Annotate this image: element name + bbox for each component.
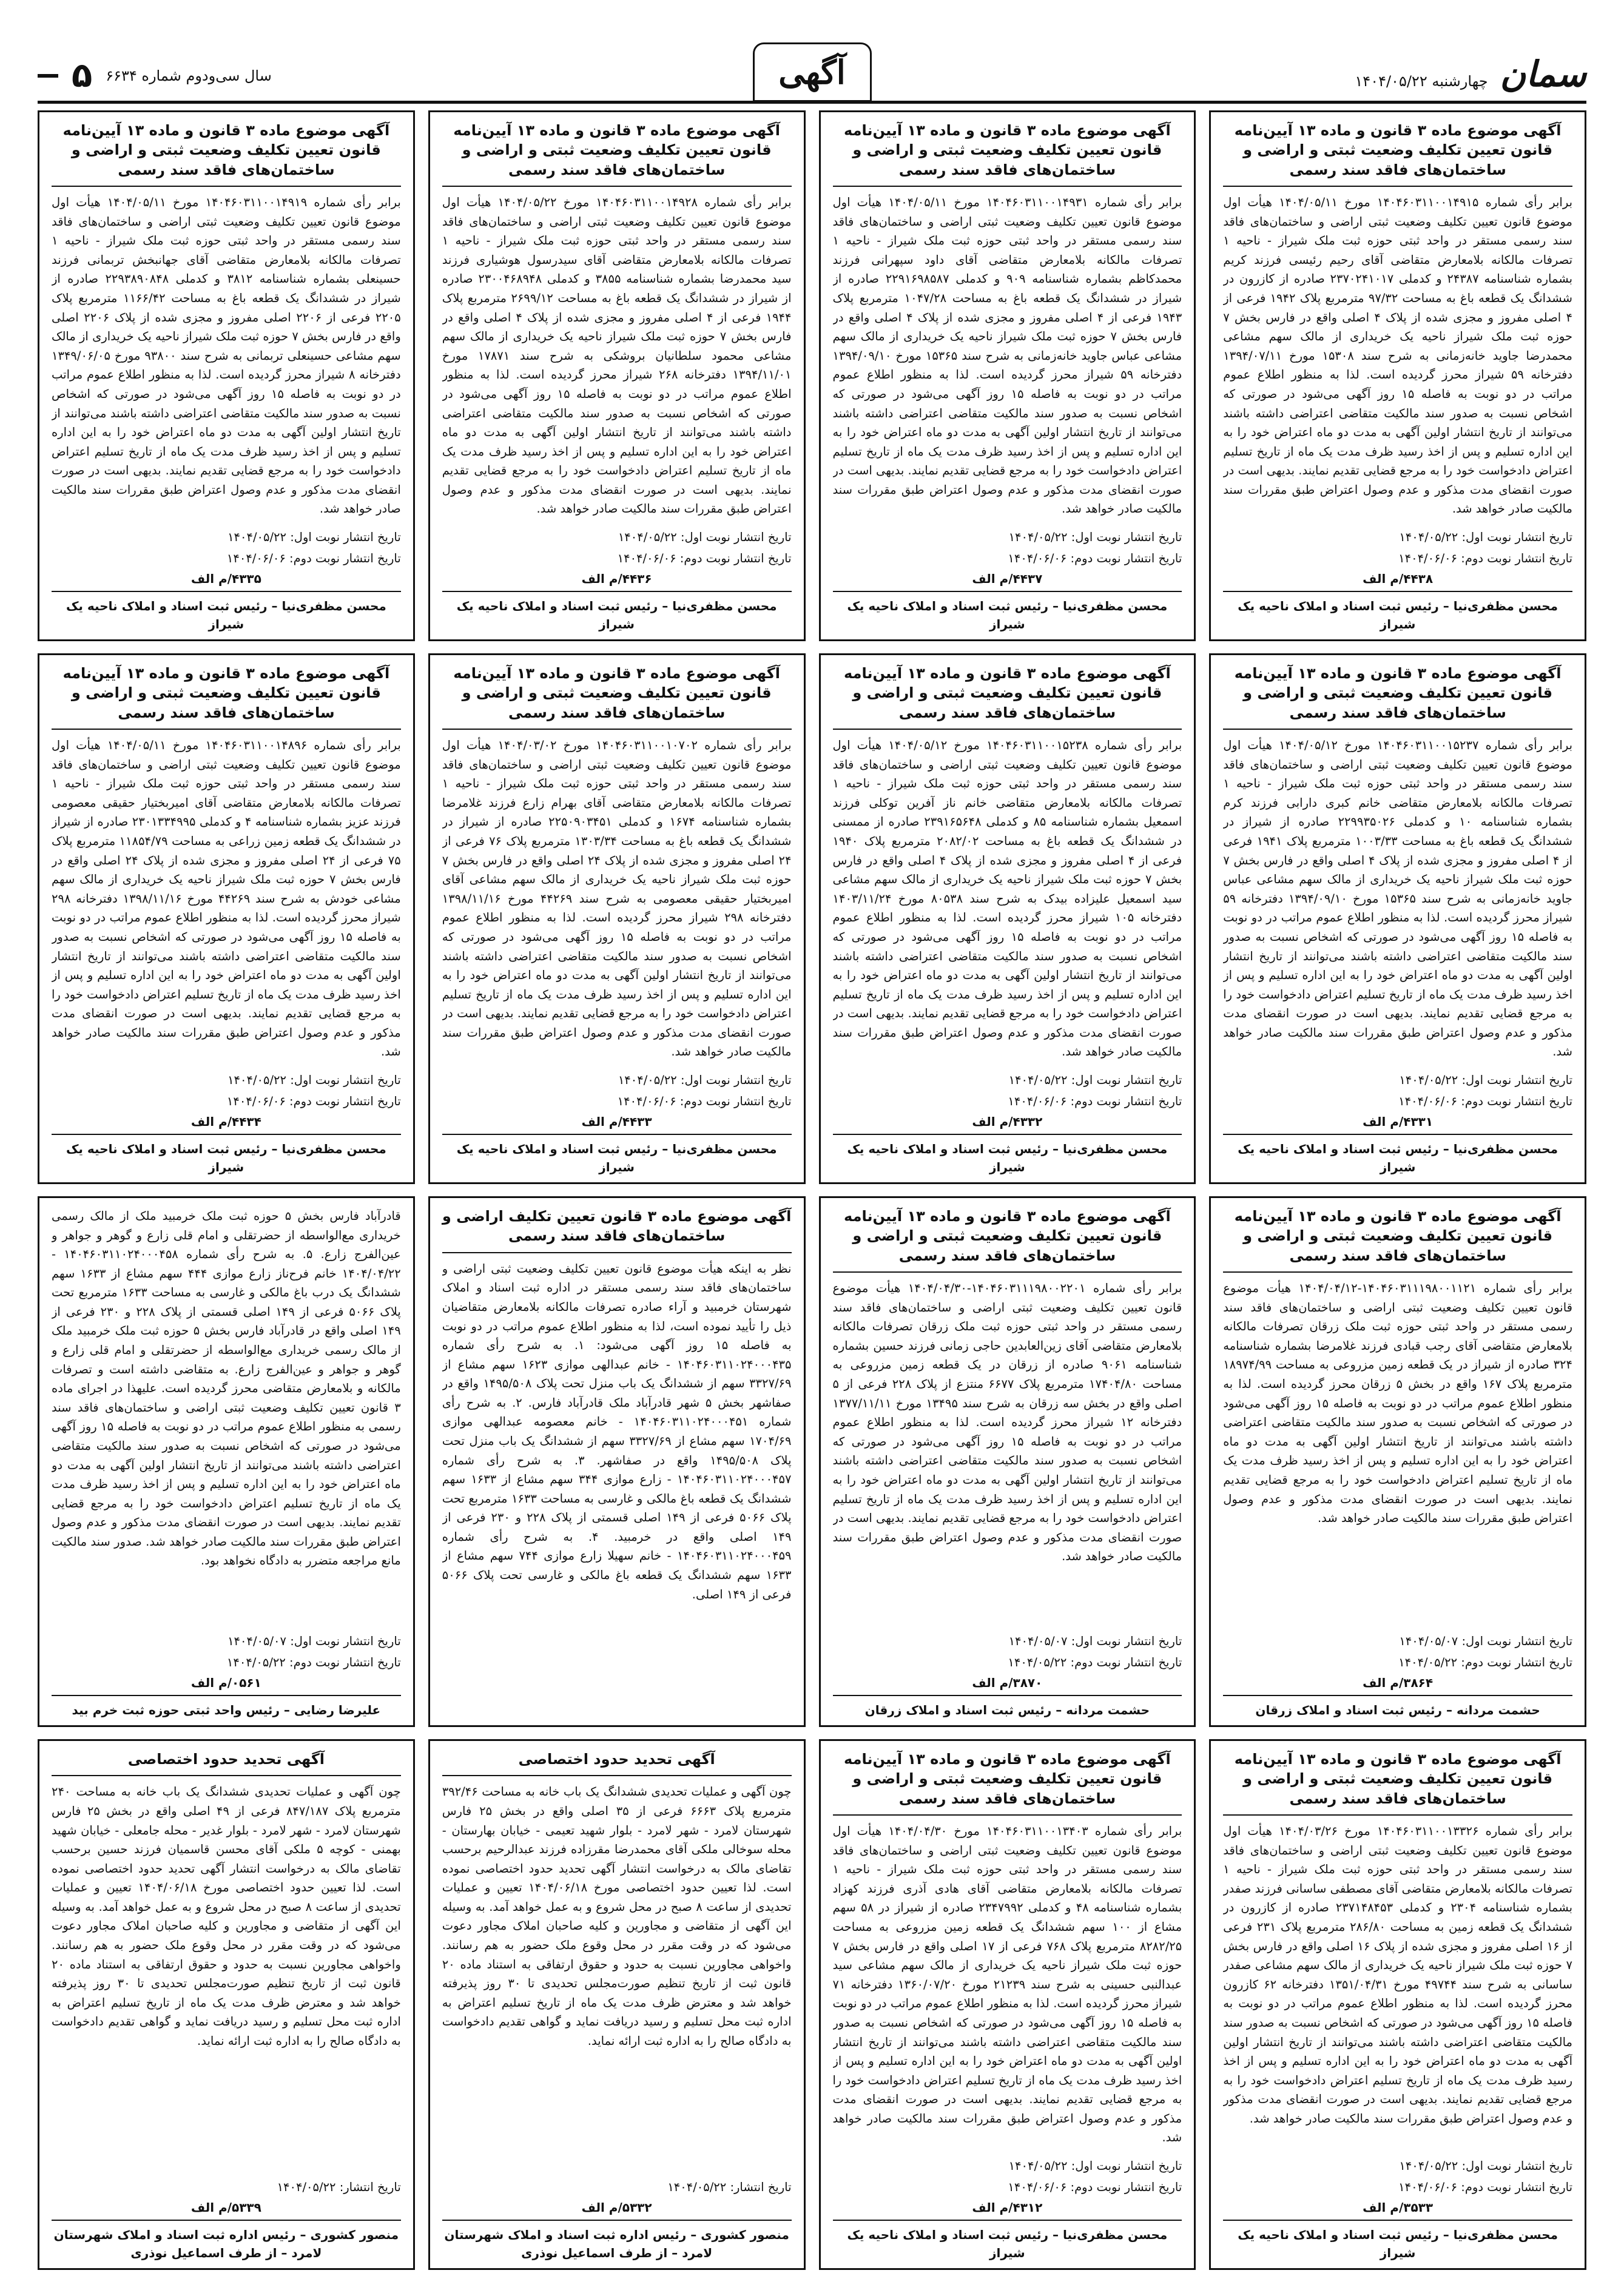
ad-reference-code: ۴۳۱۲/م الف [972, 2200, 1043, 2215]
masthead-right [1355, 53, 1586, 95]
ad-title: آگهی موضوع ماده ۳ قانون و ماده ۱۳ آیین‌نامه قانون تعیین تکلیف وضعیت ثبتی و اراضی و ساختمان‌های فاقد سند رسمی [1223, 1207, 1572, 1273]
ad-body: نظر به اینکه هیأت موضوع قانون تعیین تکلیف وضعیت ثبتی اراضی و ساختمان‌های فاقد سند رسمی مستقر در اداره ثبت اسناد و املاک شهرستان خرمبید و آراء صادره تصرفات مالکانه بلامعارض متقاضیان ذیل را تأیید نموده است، لذا به منظور اطلاع عموم مراتب در دو نوبت به فاصله ۱۵ روز آگهی می‌شود: ۱. به شرح رأی شماره ۱۴۰۴۶۰۳۱۱۰۲۴۰۰۰۴۳۵ - خانم عبدالهی موازی ۱۶۲۳ سهم مشاع از ۳۳۲۷/۶۹ سهم از ششدانگ یک باب منزل تحت پلاک ۱۴۹۵/۵۰۸ واقع در صفاشهر بخش ۵ شهر قادرآباد ملک قادرآباد فارس. ۲. به شرح رأی شماره ۱۴۰۴۶۰۳۱۱۰۲۴۰۰۰۴۵۱ - خانم معصومه عبدالهی موازی ۱۷۰۴/۶۹ سهم مشاع از ۳۳۲۷/۶۹ سهم از ششدانگ یک باب منزل تحت پلاک ۱۴۹۵/۵۰۸ واقع در صفاشهر. ۳. به شرح رأی شماره ۱۴۰۴۶۰۳۱۱۰۲۴۰۰۰۴۵۷ - زارع موازی ۳۴۴ سهم مشاع از ۱۶۳۳ سهم ششدانگ یک قطعه باغ مالکی و غارسی به مساحت ۱۶۳۳ مترمربع تحت پلاک ۵۰۶۶ فرعی از ۱۴۹ اصلی قسمتی از پلاک ۲۲۸ و ۲۳۰ فرعی از ۱۴۹ اصلی واقع در خرمبید. ۴. به شرح رأی شماره ۱۴۰۴۶۰۳۱۱۰۲۴۰۰۰۴۵۹ - خانم سهیلا زارع موازی ۷۴۴ سهم مشاع از ۱۶۳۳ سهم ششدانگ یک قطعه باغ مالکی و غارسی تحت پلاک ۵۰۶۶ فرعی از ۱۴۹ اصلی. [442, 1261, 792, 1601]
ad-reference-code: ۴۴۳۳/م الف [581, 1114, 652, 1129]
ad-reference-code: ۴۳۳۱/م الف [1363, 1114, 1434, 1129]
ad-publish-date-first: تاریخ انتشار: ۱۴۰۴/۰۵/۲۲ [277, 2180, 401, 2194]
ad-publish-date-second: تاریخ انتشار نوبت دوم: ۱۴۰۴/۰۶/۰۶ [1008, 1094, 1182, 1108]
ad-title: آگهی موضوع ماده ۳ قانون و ماده ۱۳ آیین‌نامه قانون تعیین تکلیف وضعیت ثبتی و اراضی و ساختمان‌های فاقد سند رسمی [833, 1749, 1182, 1816]
ad-title: آگهی موضوع ماده ۳ قانون و ماده ۱۳ آیین‌نامه قانون تعیین تکلیف وضعیت ثبتی و اراضی و ساختمان‌های فاقد سند رسمی [1223, 121, 1572, 187]
ad-signature: محسن مظفری‌نیا – رئیس ثبت اسناد و املاک ناحیه یک شیراز [1223, 591, 1572, 633]
ad-publish-date-second: تاریخ انتشار نوبت دوم: ۱۴۰۴/۰۶/۰۶ [1008, 2180, 1182, 2194]
ad-publish-date-second: تاریخ انتشار نوبت دوم: ۱۴۰۴/۰۵/۲۲ [226, 1655, 401, 1669]
ad-title: آگهی موضوع ماده ۳ قانون تعیین تکلیف اراضی و ساختمان‌های فاقد سند رسمی [442, 1207, 792, 1253]
ad-box [38, 110, 415, 641]
ad-publish-date-first: تاریخ انتشار نوبت اول: ۱۴۰۴/۰۵/۲۲ [1008, 1072, 1182, 1087]
ad-signature: محسن مظفری‌نیا – رئیس ثبت اسناد و املاک ناحیه یک شیراز [1223, 2220, 1572, 2262]
ad-reference-code: ۵۳۳۲/م الف [581, 2200, 652, 2215]
ad-body: قادرآباد فارس بخش ۵ حوزه ثبت ملک خرمبید ملک از مالک رسمی خریداری مع‌الواسطه از حضرتقلی و امام قلی زارع و گوهر و جواهر و عین‌الفرج زارع. ۵. به شرح رأی شماره ۱۴۰۴۶۰۳۱۱۰۲۴۰۰۰۴۵۸ - ۱۴۰۴/۰۴/۲۲ خانم فرح‌ناز زارع موازی ۴۴۴ سهم مشاع از ۱۶۳۳ سهم ششدانگ یک درب باغ مالکی و غارسی به مساحت ۱۶۳۳ مترمربع تحت پلاک ۵۰۶۶ فرعی از ۱۴۹ اصلی قسمتی از پلاک ۲۲۸ و ۲۳۰ فرعی از ۱۴۹ اصلی واقع در قادرآباد فارس بخش ۵ حوزه ثبت ملک خرمبید ملک از مالک رسمی خریداری مع‌الواسطه از حضرتقلی و امام قلی زارع و گوهر و جواهر و عین‌الفرج زارع. به متقاضی داشته است و تصرفات مالکانه و بلامعارض متقاضی محرز گردیده است. علیهذا در اجرای ماده ۳ قانون تعیین تکلیف وضعیت ثبتی اراضی و ساختمان‌های فاقد سند رسمی به منظور اطلاع عموم مراتب در دو نوبت به فاصله ۱۵ روز آگهی می‌شود در صورتی که اشخاص نسبت به صدور سند مالکیت متقاضی اعتراضی داشته باشند می‌توانند از تاریخ انتشار اولین آگهی به مدت دو ماه اعتراض خود را به این اداره تسلیم و پس از اخذ رسید ظرف مدت یک ماه از تاریخ تسلیم اعتراض دادخواست خود را به مرجع قضایی تقدیم نمایند. بدیهی است در صورت انقضای مدت مذکور و عدم وصول اعتراض طبق مقررات سند مالکیت صادر خواهد شد. صدور سند مالکیت مانع مراجعه متضرر به دادگاه نخواهد بود. [52, 1209, 401, 1568]
ad-body: برابر رأی شماره ۱۴۰۴۶۰۳۱۱۰۰۱۴۸۹۶ مورخ ۱۴۰۴/۰۵/۱۱ هیأت اول موضوع قانون تعیین تکلیف وضعیت ثبتی اراضی و ساختمان‌های فاقد سند رسمی مستقر در واحد ثبتی حوزه ثبت ملک شیراز - ناحیه ۱ تصرفات مالکانه بلامعارض متقاضی آقای امیربختیار حقیقی معصومی فرزند عزیز بشماره شناسنامه ۴ و کدملی ۲۳۰۱۳۳۴۹۹۵ صادره از شیراز در ششدانگ یک قطعه زمین زراعی به مساحت ۱۱۸۵۴/۷۹ مترمربع پلاک ۷۵ فرعی از ۲۴ اصلی مفروز و مجزی شده از پلاک ۲۴ اصلی واقع در فارس بخش ۷ حوزه ثبت ملک شیراز ناحیه یک خریداری از مالک سهم مشاعی خودش به شرح سند ۴۴۲۶۹ مورخ ۱۳۹۸/۱۱/۱۶ دفترخانه ۲۹۸ شیراز محرز گردیده است. لذا به منظور اطلاع عموم مراتب در دو نوبت به فاصله ۱۵ روز آگهی می‌شود در صورتی که اشخاص نسبت به صدور سند مالکیت متقاضی اعتراضی داشته باشند می‌توانند از تاریخ انتشار اولین آگهی به مدت دو ماه اعتراض خود را به این اداره تسلیم و پس از اخذ رسید ظرف مدت یک ماه از تاریخ تسلیم اعتراض دادخواست خود را به مرجع قضایی تقدیم نمایند. بدیهی است در صورت انقضای مدت مذکور و عدم وصول اعتراض طبق مقررات سند مالکیت صادر خواهد شد. [52, 738, 401, 1059]
ad-title: آگهی موضوع ماده ۳ قانون و ماده ۱۳ آیین‌نامه قانون تعیین تکلیف وضعیت ثبتی و اراضی و ساختمان‌های فاقد سند رسمی [833, 121, 1182, 187]
ad-title: آگهی موضوع ماده ۳ قانون و ماده ۱۳ آیین‌نامه قانون تعیین تکلیف وضعیت ثبتی و اراضی و ساختمان‌های فاقد سند رسمی [833, 664, 1182, 730]
ad-publish-date-first: تاریخ انتشار نوبت اول: ۱۴۰۴/۰۵/۲۲ [618, 530, 792, 544]
ad-body: برابر رأی شماره ۱۴۰۴۶۰۳۱۱۰۰۱۳۴۰۳ مورخ ۱۴۰۴/۰۴/۳۰ هیأت اول موضوع قانون تعیین تکلیف وضعیت ثبتی اراضی و ساختمان‌های فاقد سند رسمی مستقر در واحد ثبتی حوزه ثبت ملک شیراز - ناحیه ۱ تصرفات مالکانه بلامعارض متقاضی آقای هادی آذری فرزند کهزاد بشماره شناسنامه ۴۸ و کدملی ۲۳۴۷۹۹۲ صادره از شیراز در ۵۸ سهم مشاع از ۱۰۰ سهم ششدانگ یک قطعه زمین مزروعی به مساحت ۸۲۸۲/۲۵ مترمربع پلاک ۷۶۸ فرعی از ۱۷ اصلی واقع در فارس بخش ۷ حوزه ثبت ملک شیراز ناحیه یک خریداری از مالک سهم مشاعی سید عبدالنبی حسینی به شرح سند ۲۱۲۳۹ مورخ ۱۳۶۰/۰۷/۲۰ دفترخانه ۷۱ شیراز محرز گردیده است. لذا به منظور اطلاع عموم مراتب در دو نوبت به فاصله ۱۵ روز آگهی می‌شود در صورتی که اشخاص نسبت به صدور سند مالکیت متقاضی اعتراضی داشته باشند می‌توانند از تاریخ انتشار اولین آگهی به مدت دو ماه اعتراض خود را به این اداره تسلیم و پس از اخذ رسید ظرف مدت یک ماه از تاریخ تسلیم اعتراض دادخواست خود را به مرجع قضایی تقدیم نمایند. بدیهی است در صورت انقضای مدت مذکور و عدم وصول اعتراض طبق مقررات سند مالکیت صادر خواهد شد. [832, 1824, 1182, 2145]
ad-box [1209, 110, 1586, 641]
ad-box [428, 1196, 806, 1727]
ad-body: چون آگهی و عملیات تحدیدی ششدانگ یک باب خانه به مساحت ۲۴۰ مترمربع پلاک ۸۴۷/۱۸۷ فرعی از ۴۹ اصلی واقع در بخش ۲۵ فارس شهرستان لامرد - شهر لامرد - بلوار غدیر - محله جامعلی - خیابان شهید بهمنی - کوچه ۵ ملکی آقای محسن قاسمیان فرزند حسین برحسب تقاضای مالک به درخواست انتشار آگهی تحدید حدود اختصاصی نموده است. لذا تعیین حدود اختصاصی مورخ ۱۴۰۴/۰۶/۱۸ تعیین و عملیات تحدیدی از ساعت ۸ صبح در محل شروع و به عمل خواهد آمد. به وسیله این آگهی از متقاضی و مجاورین و کلیه صاحبان املاک مجاور دعوت می‌شود که در وقت مقرر در محل وقوع ملک حضور به هم رسانند. واخواهی مجاورین نسبت به حدود و حقوق ارتفاقی به استناد ماده ۲۰ قانون ثبت از تاریخ تنظیم صورت‌مجلس تحدیدی تا ۳۰ روز پذیرفته خواهد شد و معترض ظرف مدت یک ماه از تاریخ تسلیم اعتراض به اداره ثبت محل تسلیم و رسید دریافت نماید و گواهی تقدیم دادخواست به دادگاه صالح را به اداره ثبت ارائه نماید. [52, 1785, 401, 2048]
ad-body: برابر رأی شماره ۱۴۰۴۶۰۳۱۱۰۰۱۵۲۳۷ مورخ ۱۴۰۴/۰۵/۱۲ هیأت اول موضوع قانون تعیین تکلیف وضعیت ثبتی اراضی و ساختمان‌های فاقد سند رسمی مستقر در واحد ثبتی حوزه ثبت ملک شیراز - ناحیه ۱ تصرفات مالکانه بلامعارض متقاضی خانم کبری دارابی فرزند کرم بشماره شناسنامه ۱۰ و کدملی ۲۲۹۹۳۵۰۲۶ صادره از شیراز در ششدانگ یک قطعه باغ به مساحت ۱۰۰۳/۳۳ مترمربع پلاک ۱۹۴۱ فرعی از ۴ اصلی مفروز و مجزی شده از پلاک ۴ اصلی واقع در فارس بخش ۷ حوزه ثبت ملک شیراز ناحیه یک خریداری از مالک سهم مشاعی عباس جاوید خانه‌زمانی به شرح سند ۱۵۳۶۵ مورخ ۱۳۹۴/۰۹/۱۰ دفترخانه ۵۹ شیراز محرز گردیده است. لذا به منظور اطلاع عموم مراتب در دو نوبت به فاصله ۱۵ روز آگهی می‌شود در صورتی که اشخاص نسبت به صدور سند مالکیت متقاضی اعتراضی داشته باشند می‌توانند از تاریخ انتشار اولین آگهی به مدت دو ماه اعتراض خود را به این اداره تسلیم و پس از اخذ رسید ظرف مدت یک ماه از تاریخ تسلیم اعتراض دادخواست خود را به مرجع قضایی تقدیم نمایند. بدیهی است در صورت انقضای مدت مذکور و عدم وصول اعتراض طبق مقررات سند مالکیت صادر خواهد شد. [1223, 738, 1572, 1059]
ad-box [428, 653, 806, 1184]
section-tab [753, 42, 872, 102]
ad-publish-date-second: تاریخ انتشار نوبت دوم: ۱۴۰۴/۰۶/۰۶ [617, 1094, 792, 1108]
ad-box [428, 1739, 806, 2270]
ad-signature: حشمت مردانه – رئیس ثبت اسناد و املاک زرقان [833, 1695, 1182, 1719]
ad-box [428, 110, 806, 641]
ad-box [819, 1739, 1196, 2270]
ad-title: آگهی موضوع ماده ۳ قانون و ماده ۱۳ آیین‌نامه قانون تعیین تکلیف وضعیت ثبتی و اراضی و ساختمان‌های فاقد سند رسمی [442, 121, 792, 187]
ad-reference-code: ۳۸۶۴/م الف [1363, 1675, 1434, 1690]
ad-publish-date-second: تاریخ انتشار نوبت دوم: ۱۴۰۴/۰۶/۰۶ [617, 551, 792, 565]
ad-publish-date-first: تاریخ انتشار: ۱۴۰۴/۰۵/۲۲ [667, 2180, 792, 2194]
ad-publish-date-first: تاریخ انتشار نوبت اول: ۱۴۰۴/۰۵/۲۲ [1399, 530, 1572, 544]
ad-signature: محسن مظفری‌نیا – رئیس ثبت اسناد و املاک ناحیه یک شیراز [833, 1134, 1182, 1176]
ad-publish-date-first: تاریخ انتشار نوبت اول: ۱۴۰۴/۰۵/۲۲ [1008, 530, 1182, 544]
ad-signature: محسن مظفری‌نیا – رئیس ثبت اسناد و املاک ناحیه یک شیراز [442, 591, 792, 633]
ad-box [1209, 653, 1586, 1184]
masthead [38, 47, 1586, 104]
page-number: ۵ [72, 56, 93, 95]
ad-body: برابر رأی شماره ۱۴۰۴۶۰۳۱۱۰۰۱۴۹۳۱ مورخ ۱۴۰۴/۰۵/۱۱ هیأت اول موضوع قانون تعیین تکلیف وضعیت ثبتی اراضی و ساختمان‌های فاقد سند رسمی مستقر در واحد ثبتی حوزه ثبت ملک شیراز - ناحیه ۱ تصرفات مالکانه بلامعارض متقاضی آقای داود سپهرانی فرزند محمدکاظم بشماره شناسنامه ۹۰۹ و کدملی ۲۲۹۱۶۹۸۵۸۷ صادره از شیراز در ششدانگ یک قطعه باغ به مساحت ۱۰۴۷/۲۸ مترمربع پلاک ۱۹۴۳ فرعی از ۴ اصلی مفروز و مجزی شده از پلاک ۴ اصلی واقع در فارس بخش ۷ حوزه ثبت ملک شیراز ناحیه یک خریداری از مالک سهم مشاعی عباس جاوید خانه‌زمانی به شرح سند ۱۵۳۶۵ مورخ ۱۳۹۴/۰۹/۱۰ دفترخانه ۵۹ شیراز محرز گردیده است. لذا به منظور اطلاع عموم مراتب در دو نوبت به فاصله ۱۵ روز آگهی می‌شود در صورتی که اشخاص نسبت به صدور سند مالکیت متقاضی اعتراضی داشته باشند می‌توانند از تاریخ انتشار اولین آگهی به مدت دو ماه اعتراض خود را به این اداره تسلیم و پس از اخذ رسید ظرف مدت یک ماه از تاریخ تسلیم اعتراض دادخواست خود را به مرجع قضایی تقدیم نمایند. بدیهی است در صورت انقضای مدت مذکور و عدم وصول اعتراض طبق مقررات سند مالکیت صادر خواهد شد. [832, 195, 1182, 516]
ad-title: آگهی تحدید حدود اختصاصی [442, 1749, 792, 1776]
ad-publish-date-second: تاریخ انتشار نوبت دوم: ۱۴۰۴/۰۶/۰۶ [1398, 2180, 1572, 2194]
ad-body: برابر رأی شماره ۱۴۰۴۶۰۳۱۱۱۹۸۰۰۲۲۰۱-۱۴۰۴/۰۴/۳۰ هیأت موضوع قانون تعیین تکلیف وضعیت ثبتی اراضی و ساختمان‌های فاقد سند رسمی مستقر در واحد ثبتی حوزه ثبت ملک زرقان تصرفات مالکانه بلامعارض متقاضی آقای زین‌العابدین حاجی زمانی فرزند حسین بشماره شناسنامه ۹۰۶۱ صادره از زرقان در یک قطعه زمین مزروعی به مساحت ۱۷۴۰۴/۸۰ مترمربع پلاک ۶۶۷۷ منتزع از پلاک ۲۲۸ فرعی از ۵ اصلی واقع در بخش سه زرقان به شرح سند ۱۳۴۹۵ مورخ ۱۳۷۷/۱۱/۱۱ دفترخانه ۱۲ شیراز محرز گردیده است. لذا به منظور اطلاع عموم مراتب در دو نوبت به فاصله ۱۵ روز آگهی می‌شود در صورتی که اشخاص نسبت به صدور سند مالکیت متقاضی اعتراضی داشته باشند می‌توانند از تاریخ انتشار اولین آگهی به مدت دو ماه اعتراض خود را به این اداره تسلیم و پس از اخذ رسید ظرف مدت یک ماه از تاریخ تسلیم اعتراض دادخواست خود را به مرجع قضایی تقدیم نمایند. بدیهی است در صورت انقضای مدت مذکور و عدم وصول اعتراض طبق مقررات سند مالکیت صادر خواهد شد. [832, 1281, 1182, 1564]
section-title: آگهی [778, 53, 846, 92]
ad-reference-code: ۴۳۳۵/م الف [190, 571, 261, 586]
ad-title: آگهی موضوع ماده ۳ قانون و ماده ۱۳ آیین‌نامه قانون تعیین تکلیف وضعیت ثبتی و اراضی و ساختمان‌های فاقد سند رسمی [52, 121, 401, 187]
ad-body: برابر رأی شماره ۱۴۰۴۶۰۳۱۱۰۰۱۴۹۱۹ مورخ ۱۴۰۴/۰۵/۱۱ هیأت اول موضوع قانون تعیین تکلیف وضعیت ثبتی اراضی و ساختمان‌های فاقد سند رسمی مستقر در واحد ثبتی حوزه ثبت ملک شیراز - ناحیه ۱ تصرفات مالکانه بلامعارض متقاضی آقای جهانبخش تربمانی فرزند حسینعلی بشماره شناسنامه ۳۸۱۲ و کدملی ۲۲۹۳۸۹۰۸۴۸ صادره از شیراز در ششدانگ یک قطعه باغ به مساحت ۱۱۶۶/۴۲ مترمربع پلاک ۲۲۰۵ فرعی از ۲۲۰۶ اصلی مفروز و مجزی شده از پلاک ۲۲۰۶ اصلی واقع در فارس بخش ۷ حوزه ثبت ملک شیراز ناحیه یک خریداری از مالک سهم مشاعی حسینعلی تربمانی به شرح سند ۹۳۸۰۰ مورخ ۱۳۴۹/۰۶/۰۵ دفترخانه ۸ شیراز محرز گردیده است. لذا به منظور اطلاع عموم مراتب در دو نوبت به فاصله ۱۵ روز آگهی می‌شود در صورتی که اشخاص نسبت به صدور سند مالکیت متقاضی اعتراضی داشته باشند می‌توانند از تاریخ انتشار اولین آگهی به مدت دو ماه اعتراض خود را به این اداره تسلیم و پس از اخذ رسید ظرف مدت یک ماه از تاریخ تسلیم اعتراض دادخواست خود را به مرجع قضایی تقدیم نمایند. بدیهی است در صورت انقضای مدت مذکور و عدم وصول اعتراض طبق مقررات سند مالکیت صادر خواهد شد. [52, 195, 401, 516]
ad-box [819, 110, 1196, 641]
ad-reference-code: ۴۴۳۷/م الف [972, 571, 1043, 586]
ad-publish-date-second: تاریخ انتشار نوبت دوم: ۱۴۰۴/۰۶/۰۶ [226, 551, 401, 565]
ad-body: برابر رأی شماره ۱۴۰۴۶۰۳۱۱۰۰۱۳۳۲۶ مورخ ۱۴۰۴/۰۳/۲۶ هیأت اول موضوع قانون تعیین تکلیف وضعیت ثبتی اراضی و ساختمان‌های فاقد سند رسمی مستقر در واحد ثبتی حوزه ثبت ملک شیراز - ناحیه ۱ تصرفات مالکانه بلامعارض متقاضی آقای مصطفی ساسانی فرزند صفدر بشماره شناسنامه ۲۳۰۴ و کدملی ۲۳۷۱۴۸۴۵۳ صادره از کازرون در ششدانگ یک قطعه زمین به مساحت ۲۸۶/۸۰ مترمربع پلاک ۲۳۱ فرعی از ۱۶ اصلی مفروز و مجزی شده از پلاک ۱۶ اصلی واقع در فارس بخش ۷ حوزه ثبت ملک شیراز ناحیه یک خریداری از مالک سهم مشاعی صفدر ساسانی به شرح سند ۴۹۷۴۴ مورخ ۱۳۵۱/۰۴/۳۱ دفترخانه ۶۲ کازرون محرز گردیده است. لذا به منظور اطلاع عموم مراتب در دو نوبت به فاصله ۱۵ روز آگهی می‌شود در صورتی که اشخاص نسبت به صدور سند مالکیت متقاضی اعتراضی داشته باشند می‌توانند از تاریخ انتشار اولین آگهی به مدت دو ماه اعتراض خود را به این اداره تسلیم و پس از اخذ رسید ظرف مدت یک ماه از تاریخ تسلیم اعتراض دادخواست خود را به مرجع قضایی تقدیم نمایند. بدیهی است در صورت انقضای مدت مذکور و عدم وصول اعتراض طبق مقررات سند مالکیت صادر خواهد شد. [1223, 1824, 1572, 2126]
ads-grid [38, 110, 1586, 2270]
ad-publish-date-second: تاریخ انتشار نوبت دوم: ۱۴۰۴/۰۶/۰۶ [1398, 1094, 1572, 1108]
ad-reference-code: ۳۵۳۳/م الف [1363, 2200, 1434, 2215]
ad-reference-code: ۰۵۶۱/م الف [190, 1675, 261, 1690]
ad-reference-code: ۳۸۷۰/م الف [972, 1675, 1043, 1690]
masthead-left [38, 56, 272, 95]
ad-title: آگهی موضوع ماده ۳ قانون و ماده ۱۳ آیین‌نامه قانون تعیین تکلیف وضعیت ثبتی و اراضی و ساختمان‌های فاقد سند رسمی [52, 664, 401, 730]
ad-body: برابر رأی شماره ۱۴۰۴۶۰۳۱۱۰۰۱۰۷۰۲ مورخ ۱۴۰۴/۰۳/۰۲ هیأت اول موضوع قانون تعیین تکلیف وضعیت ثبتی اراضی و ساختمان‌های فاقد سند رسمی مستقر در واحد ثبتی حوزه ثبت ملک شیراز - ناحیه ۱ تصرفات مالکانه بلامعارض متقاضی آقای بهرام زارع فرزند غلامرضا بشماره شناسنامه ۱۶۷۴ و کدملی ۲۲۵۰۹۰۳۴۵۱ صادره از شیراز در ششدانگ یک قطعه باغ به مساحت ۱۳۰۳/۳۴ مترمربع پلاک ۷۶ فرعی از ۲۴ اصلی مفروز و مجزی شده از پلاک ۲۴ اصلی واقع در فارس بخش ۷ حوزه ثبت ملک شیراز ناحیه یک خریداری از مالک سهم مشاعی آقای امیربختیار حقیقی معصومی به شرح سند ۴۴۲۶۹ مورخ ۱۳۹۸/۱۱/۱۶ دفترخانه ۲۹۸ شیراز محرز گردیده است. لذا به منظور اطلاع عموم مراتب در دو نوبت به فاصله ۱۵ روز آگهی می‌شود در صورتی که اشخاص نسبت به صدور سند مالکیت متقاضی اعتراضی داشته باشند می‌توانند از تاریخ انتشار اولین آگهی به مدت دو ماه اعتراض خود را به این اداره تسلیم و پس از اخذ رسید ظرف مدت یک ماه از تاریخ تسلیم اعتراض دادخواست خود را به مرجع قضایی تقدیم نمایند. بدیهی است در صورت انقضای مدت مذکور و عدم وصول اعتراض طبق مقررات سند مالکیت صادر خواهد شد. [442, 738, 792, 1059]
ad-publish-date-first: تاریخ انتشار نوبت اول: ۱۴۰۴/۰۵/۲۲ [1399, 1072, 1572, 1087]
ad-reference-code: ۴۴۳۶/م الف [581, 571, 652, 586]
ad-title: آگهی موضوع ماده ۳ قانون و ماده ۱۳ آیین‌نامه قانون تعیین تکلیف وضعیت ثبتی و اراضی و ساختمان‌های فاقد سند رسمی [833, 1207, 1182, 1273]
ad-box [38, 1739, 415, 2270]
ad-box [1209, 1739, 1586, 2270]
ad-publish-date-first: تاریخ انتشار نوبت اول: ۱۴۰۴/۰۵/۲۲ [1399, 2158, 1572, 2173]
ad-body: برابر رأی شماره ۱۴۰۴۶۰۳۱۱۰۰۱۴۹۲۸ مورخ ۱۴۰۴/۰۵/۲۲ هیأت اول موضوع قانون تعیین تکلیف وضعیت ثبتی اراضی و ساختمان‌های فاقد سند رسمی مستقر در واحد ثبتی حوزه ثبت ملک شیراز - ناحیه ۱ تصرفات مالکانه بلامعارض متقاضی آقای سیدرسول هوشیاری فرزند سید محمدرضا بشماره شناسنامه ۳۸۵۵ و کدملی ۲۳۰۰۴۶۸۹۴۸ صادره از شیراز در ششدانگ یک قطعه باغ به مساحت ۲۶۹۹/۱۲ مترمربع پلاک ۱۹۴۴ فرعی از ۴ اصلی مفروز و مجزی شده از پلاک ۴ اصلی واقع در فارس بخش ۷ حوزه ثبت ملک شیراز ناحیه یک خریداری از مالک سهم مشاعی محمود سلطانیان بروشکی به شرح سند ۱۷۸۷۱ مورخ ۱۳۹۴/۱۱/۰۱ دفترخانه ۲۶۸ شیراز محرز گردیده است. لذا به منظور اطلاع عموم مراتب در دو نوبت به فاصله ۱۵ روز آگهی می‌شود در صورتی که اشخاص نسبت به صدور سند مالکیت متقاضی اعتراضی داشته باشند می‌توانند از تاریخ انتشار اولین آگهی به مدت دو ماه اعتراض خود را به این اداره تسلیم و پس از اخذ رسید ظرف مدت یک ماه از تاریخ تسلیم اعتراض دادخواست خود را به مرجع قضایی تقدیم نمایند. بدیهی است در صورت انقضای مدت مذکور و عدم وصول اعتراض طبق مقررات سند مالکیت صادر خواهد شد. [442, 195, 792, 516]
ad-signature: محسن مظفری‌نیا – رئیس ثبت اسناد و املاک ناحیه یک شیراز [52, 1134, 401, 1176]
ad-publish-date-second: تاریخ انتشار نوبت دوم: ۱۴۰۴/۰۵/۲۲ [1398, 1655, 1572, 1669]
ad-publish-date-second: تاریخ انتشار نوبت دوم: ۱۴۰۴/۰۶/۰۶ [1398, 551, 1572, 565]
ad-signature: محسن مظفری‌نیا – رئیس ثبت اسناد و املاک ناحیه یک شیراز [442, 1134, 792, 1176]
ad-signature: محسن مظفری‌نیا – رئیس ثبت اسناد و املاک ناحیه یک شیراز [833, 2220, 1182, 2262]
ad-publish-date-second: تاریخ انتشار نوبت دوم: ۱۴۰۴/۰۶/۰۶ [1008, 551, 1182, 565]
ad-box [819, 653, 1196, 1184]
ad-signature: محسن مظفری‌نیا – رئیس ثبت اسناد و املاک ناحیه یک شیراز [833, 591, 1182, 633]
ad-publish-date-first: تاریخ انتشار نوبت اول: ۱۴۰۴/۰۵/۰۷ [1008, 1634, 1182, 1648]
ad-signature: منصور کشوری – رئیس اداره ثبت اسناد و املاک شهرستان لامرد – از طرف اسماعیل نوذری [52, 2220, 401, 2262]
ad-body: برابر رأی شماره ۱۴۰۴۶۰۳۱۱۰۰۱۵۲۳۸ مورخ ۱۴۰۴/۰۵/۱۲ هیأت اول موضوع قانون تعیین تکلیف وضعیت ثبتی اراضی و ساختمان‌های فاقد سند رسمی مستقر در واحد ثبتی حوزه ثبت ملک شیراز - ناحیه ۱ تصرفات مالکانه بلامعارض متقاضی خانم ناز آفرین توکلی فرزند اسمعیل بشماره شناسنامه ۸۵ و کدملی ۲۳۹۱۶۵۶۴۸ صادره از ممسنی در ششدانگ یک قطعه باغ به مساحت ۲۰۸۲/۰۲ مترمربع پلاک ۱۹۴۰ فرعی از ۴ اصلی مفروز و مجزی شده از پلاک ۴ اصلی واقع در فارس بخش ۷ حوزه ثبت ملک شیراز ناحیه یک خریداری از مالک سهم مشاعی سید اسمعیل علیزاده بیدک به شرح سند ۸۰۵۳۸ مورخ ۱۴۰۳/۱۱/۲۴ دفترخانه ۱۰۵ شیراز محرز گردیده است. لذا به منظور اطلاع عموم مراتب در دو نوبت به فاصله ۱۵ روز آگهی می‌شود در صورتی که اشخاص نسبت به صدور سند مالکیت متقاضی اعتراضی داشته باشند می‌توانند از تاریخ انتشار اولین آگهی به مدت دو ماه اعتراض خود را به این اداره تسلیم و پس از اخذ رسید ظرف مدت یک ماه از تاریخ تسلیم اعتراض دادخواست خود را به مرجع قضایی تقدیم نمایند. بدیهی است در صورت انقضای مدت مذکور و عدم وصول اعتراض طبق مقررات سند مالکیت صادر خواهد شد. [832, 738, 1182, 1059]
ad-title: آگهی تحدید حدود اختصاصی [52, 1749, 401, 1776]
ad-publish-date-first: تاریخ انتشار نوبت اول: ۱۴۰۴/۰۵/۲۲ [227, 1072, 401, 1087]
ad-body: برابر رأی شماره ۱۴۰۴۶۰۳۱۱۰۰۱۴۹۱۵ مورخ ۱۴۰۴/۰۵/۱۱ هیأت اول موضوع قانون تعیین تکلیف وضعیت ثبتی اراضی و ساختمان‌های فاقد سند رسمی مستقر در واحد ثبتی حوزه ثبت ملک شیراز - ناحیه ۱ تصرفات مالکانه بلامعارض متقاضی آقای رحیم رئیسی فرزند کریم بشماره شناسنامه ۲۴۳۸۷ و کدملی ۲۳۷۰۲۴۱۰۱۷ صادره از کازرون در ششدانگ یک قطعه باغ به مساحت ۹۷/۳۲ مترمربع پلاک ۱۹۴۲ فرعی از ۴ اصلی مفروز و مجزی شده از پلاک ۴ اصلی واقع در فارس بخش ۷ حوزه ثبت ملک شیراز ناحیه یک خریداری از مالک سهم مشاعی محمدرضا جاوید خانه‌زمانی به شرح سند ۱۵۳۰۸ مورخ ۱۳۹۴/۰۷/۱۱ دفترخانه ۵۹ شیراز محرز گردیده است. لذا به منظور اطلاع عموم مراتب در دو نوبت به فاصله ۱۵ روز آگهی می‌شود در صورتی که اشخاص نسبت به صدور سند مالکیت متقاضی اعتراضی داشته باشند می‌توانند از تاریخ انتشار اولین آگهی به مدت دو ماه اعتراض خود را به این اداره تسلیم و پس از اخذ رسید ظرف مدت یک ماه از تاریخ تسلیم اعتراض دادخواست خود را به مرجع قضایی تقدیم نمایند. بدیهی است در صورت انقضای مدت مذکور و عدم وصول اعتراض طبق مقررات سند مالکیت صادر خواهد شد. [1223, 195, 1572, 516]
ad-box [819, 1196, 1196, 1727]
ad-reference-code: ۴۳۳۲/م الف [972, 1114, 1043, 1129]
ad-reference-code: ۴۴۳۴/م الف [190, 1114, 261, 1129]
ad-signature: علیرضا رضایی – رئیس واحد ثبتی حوزه ثبت خرم بید [52, 1695, 401, 1719]
page-dash [38, 74, 58, 78]
ad-publish-date-second: تاریخ انتشار نوبت دوم: ۱۴۰۴/۰۶/۰۶ [226, 1094, 401, 1108]
issue-date: چهارشنبه ۱۴۰۴/۰۵/۲۲ [1355, 73, 1488, 90]
ad-publish-date-first: تاریخ انتشار نوبت اول: ۱۴۰۴/۰۵/۲۲ [227, 530, 401, 544]
ad-box [38, 1196, 415, 1727]
ad-publish-date-first: تاریخ انتشار نوبت اول: ۱۴۰۴/۰۵/۰۷ [1399, 1634, 1572, 1648]
ad-signature: حشمت مردانه – رئیس ثبت اسناد و املاک زرقان [1223, 1695, 1572, 1719]
ad-title: آگهی موضوع ماده ۳ قانون و ماده ۱۳ آیین‌نامه قانون تعیین تکلیف وضعیت ثبتی و اراضی و ساختمان‌های فاقد سند رسمی [1223, 664, 1572, 730]
issue-number: سال سی‌ودوم شماره ۶۶۳۴ [106, 67, 272, 84]
ad-box [38, 653, 415, 1184]
ad-signature: منصور کشوری – رئیس اداره ثبت اسناد و املاک شهرستان لامرد – از طرف اسماعیل نوذری [442, 2220, 792, 2262]
ad-title: آگهی موضوع ماده ۳ قانون و ماده ۱۳ آیین‌نامه قانون تعیین تکلیف وضعیت ثبتی و اراضی و ساختمان‌های فاقد سند رسمی [1223, 1749, 1572, 1816]
ad-reference-code: ۵۳۳۹/م الف [190, 2200, 261, 2215]
ad-title: آگهی موضوع ماده ۳ قانون و ماده ۱۳ آیین‌نامه قانون تعیین تکلیف وضعیت ثبتی و اراضی و ساختمان‌های فاقد سند رسمی [442, 664, 792, 730]
ad-publish-date-first: تاریخ انتشار نوبت اول: ۱۴۰۴/۰۵/۰۷ [227, 1634, 401, 1648]
ad-signature: محسن مظفری‌نیا – رئیس ثبت اسناد و املاک ناحیه یک شیراز [1223, 1134, 1572, 1176]
ad-box [1209, 1196, 1586, 1727]
ad-publish-date-first: تاریخ انتشار نوبت اول: ۱۴۰۴/۰۵/۲۲ [618, 1072, 792, 1087]
ad-reference-code: ۴۴۳۸/م الف [1363, 571, 1434, 586]
newspaper-logo: سمان [1500, 53, 1586, 95]
ad-body: چون آگهی و عملیات تحدیدی ششدانگ یک باب خانه به مساحت ۳۹۲/۴۶ مترمربع پلاک ۶۶۶۳ فرعی از ۳۵ اصلی واقع در بخش ۲۵ فارس شهرستان لامرد - شهر لامرد - بلوار شهید تعیمی - خیابان بهارستان - محله سوخالی ملکی آقای محمدرضا مقرزاده فرزند عبدالرحیم برحسب تقاضای مالک به درخواست انتشار آگهی تحدید حدود اختصاصی نموده است. لذا تعیین حدود اختصاصی مورخ ۱۴۰۴/۰۶/۱۸ تعیین و عملیات تحدیدی از ساعت ۸ صبح در محل شروع و به عمل خواهد آمد. به وسیله این آگهی از متقاضی و مجاورین و کلیه صاحبان املاک مجاور دعوت می‌شود که در وقت مقرر در محل وقوع ملک حضور به هم رسانند. واخواهی مجاورین نسبت به حدود و حقوق ارتفاقی به استناد ماده ۲۰ قانون ثبت از تاریخ تنظیم صورت‌مجلس تحدیدی تا ۳۰ روز پذیرفته خواهد شد و معترض ظرف مدت یک ماه از تاریخ تسلیم اعتراض به اداره ثبت محل تسلیم و رسید دریافت نماید و گواهی تقدیم دادخواست به دادگاه صالح را به اداره ثبت ارائه نماید. [442, 1785, 792, 2048]
ad-signature: محسن مظفری‌نیا – رئیس ثبت اسناد و املاک ناحیه یک شیراز [52, 591, 401, 633]
ad-body: برابر رأی شماره ۱۴۰۴۶۰۳۱۱۱۹۸۰۰۱۱۲۱-۱۴۰۴/۰۴/۱۲ هیأت موضوع قانون تعیین تکلیف وضعیت ثبتی اراضی و ساختمان‌های فاقد سند رسمی مستقر در واحد ثبتی حوزه ثبت ملک زرقان تصرفات مالکانه بلامعارض متقاضی آقای رجب قبادی فرزند غلامرضا بشماره شناسنامه ۳۲۴ صادره از شیراز در یک قطعه زمین مزروعی به مساحت ۱۸۹۷۴/۹۹ مترمربع پلاک ۱۶۷ واقع در بخش ۵ زرقان محرز گردیده است. لذا به منظور اطلاع عموم مراتب در دو نوبت به فاصله ۱۵ روز آگهی می‌شود در صورتی که اشخاص نسبت به صدور سند مالکیت متقاضی اعتراضی داشته باشند می‌توانند از تاریخ انتشار اولین آگهی به مدت دو ماه اعتراض خود را به این اداره تسلیم و پس از اخذ رسید ظرف مدت یک ماه از تاریخ تسلیم اعتراض دادخواست خود را به مرجع قضایی تقدیم نمایند. بدیهی است در صورت انقضای مدت مذکور و عدم وصول اعتراض طبق مقررات سند مالکیت صادر خواهد شد. [1223, 1281, 1572, 1526]
ad-publish-date-second: تاریخ انتشار نوبت دوم: ۱۴۰۴/۰۵/۲۲ [1008, 1655, 1182, 1669]
ad-publish-date-first: تاریخ انتشار نوبت اول: ۱۴۰۴/۰۵/۲۲ [1008, 2158, 1182, 2173]
